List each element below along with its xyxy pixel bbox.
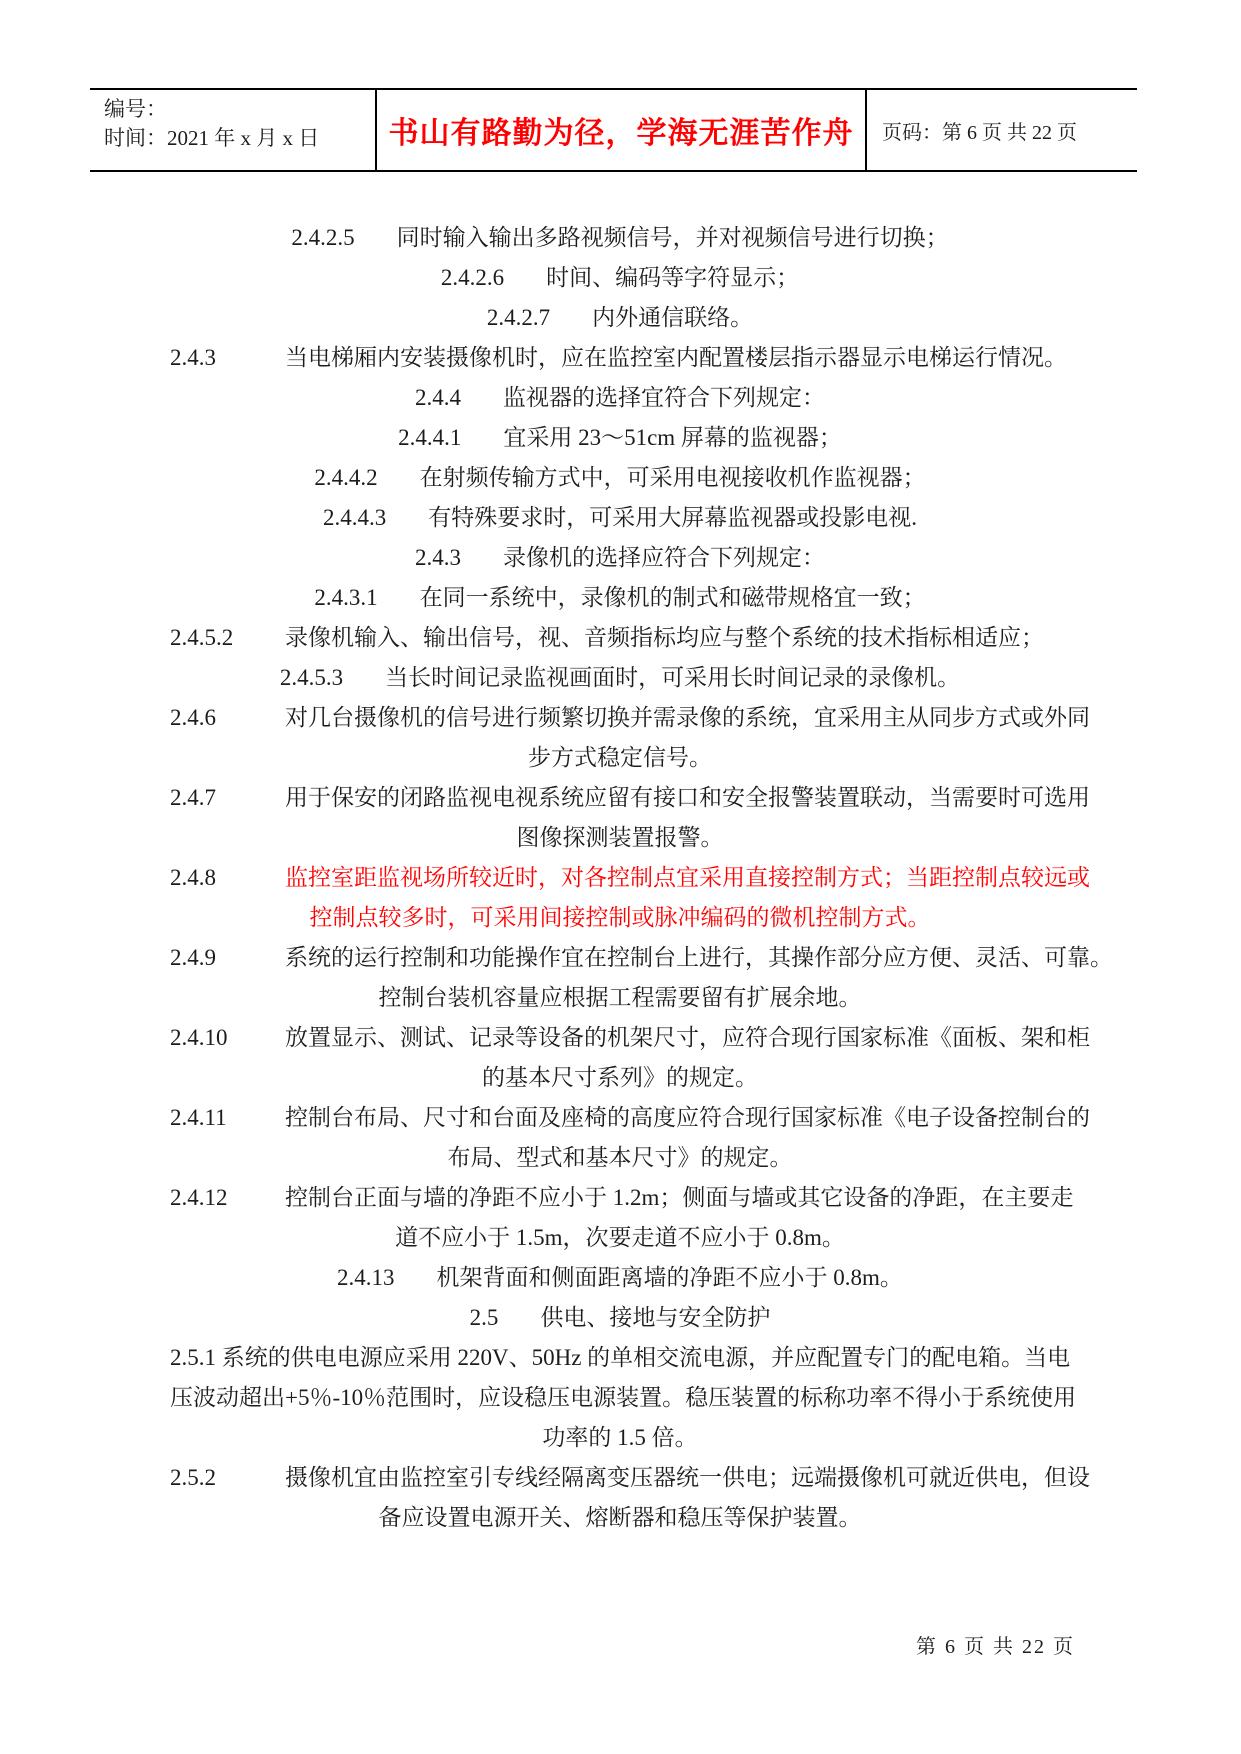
clause-text: 对几台摄像机的信号进行频繁切换并需录像的系统，宜采用主从同步方式或外同: [285, 705, 1090, 730]
clause-text: 控制台装机容量应根据工程需要留有扩展余地。: [378, 985, 862, 1010]
clause-number: 2.4.4.1: [398, 425, 462, 450]
clause-text: 机架背面和侧面距离墙的净距不应小于 0.8m。: [436, 1265, 903, 1290]
clause-number: 2.4.4.3: [323, 505, 387, 530]
doc-line: [90, 818, 1150, 858]
doc-line: [90, 778, 1150, 818]
clause-text: 控制台正面与墙的净距不应小于 1.2m；侧面与墙或其它设备的净距，在主要走: [285, 1185, 1074, 1210]
clause-text: 备应设置电源开关、熔断器和稳压等保护装置。: [378, 1505, 862, 1530]
doc-line: [90, 1018, 1150, 1058]
header-table: [90, 88, 1137, 172]
clause-text: 用于保安的闭路监视电视系统应留有接口和安全报警装置联动，当需要时可选用: [285, 785, 1090, 810]
clause-number: 2.4.4: [415, 385, 461, 410]
doc-line: [90, 538, 1150, 578]
clause-number: 2.4.6: [170, 705, 216, 730]
clause-number: 2.4.7: [170, 785, 216, 810]
doc-line: [90, 1178, 1150, 1218]
doc-line: [90, 338, 1150, 378]
clause-text: 摄像机宜由监控室引专线经隔离变压器统一供电；远端摄像机可就近供电，但设: [285, 1465, 1090, 1490]
clause-number: 2.4.12: [170, 1185, 228, 1210]
page-footer: 第 6 页 共 22 页: [916, 1636, 1075, 1658]
doc-line: [90, 1338, 1150, 1378]
clause-number: 2.4.3.1: [314, 585, 378, 610]
doc-line: [90, 258, 1150, 298]
doc-line: [90, 498, 1150, 538]
doc-line: [90, 1258, 1150, 1298]
clause-text: 宜采用 23～51cm 屏幕的监视器；: [503, 425, 842, 450]
clause-text: 录像机的选择应符合下列规定：: [503, 545, 825, 570]
clause-number: 2.4.9: [170, 945, 216, 970]
doc-line: [90, 1218, 1150, 1258]
clause-number: 2.4.10: [170, 1025, 228, 1050]
doc-line: [90, 698, 1150, 738]
doc-line: [90, 1298, 1150, 1338]
clause-number: 2.4.3: [415, 545, 461, 570]
page-number-label: 页码：第 6 页 共 22 页: [882, 121, 1077, 144]
clause-number: 2.4.3: [170, 345, 216, 370]
clause-text: 当长时间记录监视画面时，可采用长时间记录的录像机。: [385, 665, 961, 690]
clause-text: 内外通信联络。: [592, 305, 754, 330]
clause-text: 有特殊要求时，可采用大屏幕监视器或投影电视.: [428, 505, 917, 530]
clause-text: 当电梯厢内安装摄像机时，应在监控室内配置楼层指示器显示电梯运行情况。: [285, 345, 1067, 370]
clause-number: 2.4.11: [170, 1105, 227, 1130]
clause-text: 在射频传输方式中，可采用电视接收机作监视器；: [419, 465, 926, 490]
header-slogan-cell: [375, 90, 865, 170]
doc-line: [90, 458, 1150, 498]
doc-line: [90, 898, 1150, 938]
doc-line: [90, 738, 1150, 778]
clause-text: 控制点较多时，可采用间接控制或脉冲编码的微机控制方式。: [309, 905, 931, 930]
clause-text: 布局、型式和基本尺寸》的规定。: [447, 1145, 793, 1170]
clause-number: 2.4.5.2: [170, 625, 234, 650]
clause-text: 道不应小于 1.5m，次要走道不应小于 0.8m。: [395, 1225, 845, 1250]
clause-number: 2.4.8: [170, 865, 216, 890]
doc-line: [90, 1378, 1150, 1418]
clause-text: 压波动超出+5％-10％范围时，应设稳压电源装置。稳压装置的标称功率不得小于系统使用: [170, 1385, 1077, 1410]
clause-text: 供电、接地与安全防护: [540, 1305, 771, 1330]
doc-line: [90, 378, 1150, 418]
clause-text: 系统的运行控制和功能操作宜在控制台上进行，其操作部分应方便、灵活、可靠。: [285, 945, 1113, 970]
doc-time-label: 时间：2021 年 x 月 x 日: [104, 126, 320, 150]
clause-text: 控制台布局、尺寸和台面及座椅的高度应符合现行国家标准《电子设备控制台的: [285, 1105, 1090, 1130]
clause-number: 2.4.2.5: [291, 225, 355, 250]
doc-line: [90, 1058, 1150, 1098]
doc-number-label: 编号：: [104, 97, 167, 121]
doc-line: [90, 618, 1150, 658]
clause-number: 2.5.2: [170, 1465, 216, 1490]
clause-text: 监控室距监视场所较近时，对各控制点宜采用直接控制方式；当距控制点较远或: [285, 865, 1090, 890]
doc-line: [90, 578, 1150, 618]
clause-text: 同时输入输出多路视频信号，并对视频信号进行切换；: [396, 225, 949, 250]
doc-line: [90, 1418, 1150, 1458]
header-meta-cell: [90, 90, 375, 170]
doc-line: [90, 1458, 1150, 1498]
clause-text: 功率的 1.5 倍。: [542, 1425, 698, 1450]
doc-line: [90, 658, 1150, 698]
clause-number: 2.4.13: [337, 1265, 395, 1290]
clause-text: 在同一系统中，录像机的制式和磁带规格宜一致；: [419, 585, 926, 610]
clause-text: 步方式稳定信号。: [528, 745, 712, 770]
header-page-cell: [865, 90, 1137, 170]
doc-line: [90, 978, 1150, 1018]
clause-text: 监视器的选择宜符合下列规定：: [503, 385, 825, 410]
doc-line: [90, 858, 1150, 898]
clause-number: 2.5: [469, 1305, 499, 1330]
doc-line: [90, 938, 1150, 978]
doc-line: [90, 418, 1150, 458]
doc-line: [90, 1098, 1150, 1138]
doc-line: [90, 1498, 1150, 1538]
doc-line: [90, 218, 1150, 258]
clause-text: 录像机输入、输出信号，视、音频指标均应与整个系统的技术指标相适应；: [285, 625, 1044, 650]
clause-number: 2.4.5.3: [279, 665, 344, 690]
clause-text: 时间、编码等字符显示；: [546, 265, 800, 290]
clause-number: 2.4.2.7: [486, 305, 551, 330]
doc-line: [90, 1138, 1150, 1178]
clause-number: 2.4.2.6: [440, 265, 505, 290]
clause-text: 2.5.1 系统的供电电源应采用 220V、50Hz 的单相交流电源，并应配置专门的配电箱。当电: [170, 1345, 1071, 1370]
clause-text: 的基本尺寸系列》的规定。: [482, 1065, 758, 1090]
doc-line: [90, 298, 1150, 338]
document-body: [90, 218, 1150, 1538]
clause-text: 图像探测装置报警。: [516, 825, 724, 850]
clause-text: 放置显示、测试、记录等设备的机架尺寸，应符合现行国家标准《面板、架和柜: [285, 1025, 1090, 1050]
clause-number: 2.4.4.2: [314, 465, 378, 490]
header-slogan: 书山有路勤为径，学海无涯苦作舟: [388, 117, 854, 150]
